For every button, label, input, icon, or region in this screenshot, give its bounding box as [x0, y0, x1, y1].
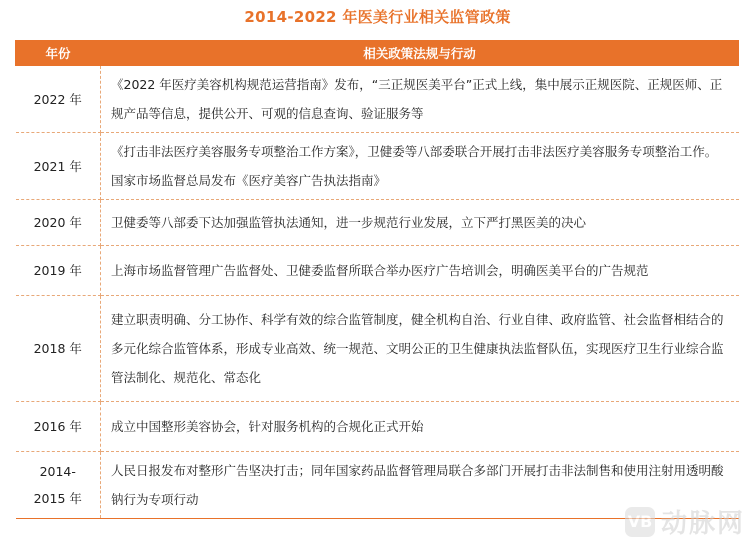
header-year: 年份: [16, 41, 101, 66]
row-content: 卫健委等八部委下达加强监管执法通知，进一步规范行业发展，立下严打黑医美的决心: [101, 200, 739, 246]
row-year: 2021 年: [16, 133, 101, 200]
vb-logo-icon: VB: [625, 507, 655, 537]
row-year: [16, 452, 101, 519]
table-header-row: [16, 41, 739, 66]
row-content: 上海市场监督管理广告监督处、卫健委监督所联合举办医疗广告培训会，明确医美平台的广告规范: [101, 246, 739, 296]
row-year-line-1: 2014-: [39, 464, 76, 479]
row-year: 2018 年: [16, 296, 101, 402]
row-content: 《打击非法医疗美容服务专项整治工作方案》，卫健委等八部委联合开展打击非法医疗美容服务专项整治工作。国家市场监督总局发布《医疗美容广告执法指南》: [101, 133, 739, 200]
table-row: [16, 296, 739, 402]
table-row: [16, 402, 739, 452]
row-year: 2020 年: [16, 200, 101, 246]
policy-table: [15, 40, 739, 519]
table-row: [16, 200, 739, 246]
watermark: [625, 503, 745, 540]
header-policy: 相关政策法规与行动: [101, 41, 739, 66]
row-content: 人民日报发布对整形广告坚决打击；同年国家药品监督管理局联合多部门开展打击非法制售和使用注射用透明酸钠行为专项行动: [101, 452, 739, 519]
row-content: 建立职责明确、分工协作、科学有效的综合监管制度，健全机构自治、行业自律、政府监管、社会监督相结合的多元化综合监管体系，形成专业高效、统一规范、文明公正的卫生健康执法监督队伍，实现医疗卫生行业综合监管法制化、规范化、常态化: [101, 296, 739, 402]
table-row: [16, 66, 739, 133]
page-title: 2014-2022 年医美行业相关监管政策: [244, 8, 511, 26]
table-row: [16, 133, 739, 200]
row-year: 2022 年: [16, 66, 101, 133]
watermark-text: 动脉网: [660, 509, 745, 539]
row-year: 2016 年: [16, 402, 101, 452]
table-row: [16, 246, 739, 296]
row-year-line-2: 2015 年: [33, 491, 82, 506]
row-content: 《2022 年医疗美容机构规范运营指南》发布，“三正规医美平台”正式上线，集中展示正规医院、正规医师、正规产品等信息，提供公开、可观的信息查询、验证服务等: [101, 66, 739, 133]
row-year: 2019 年: [16, 246, 101, 296]
row-content: 成立中国整形美容协会，针对服务机构的合规化正式开始: [101, 402, 739, 452]
